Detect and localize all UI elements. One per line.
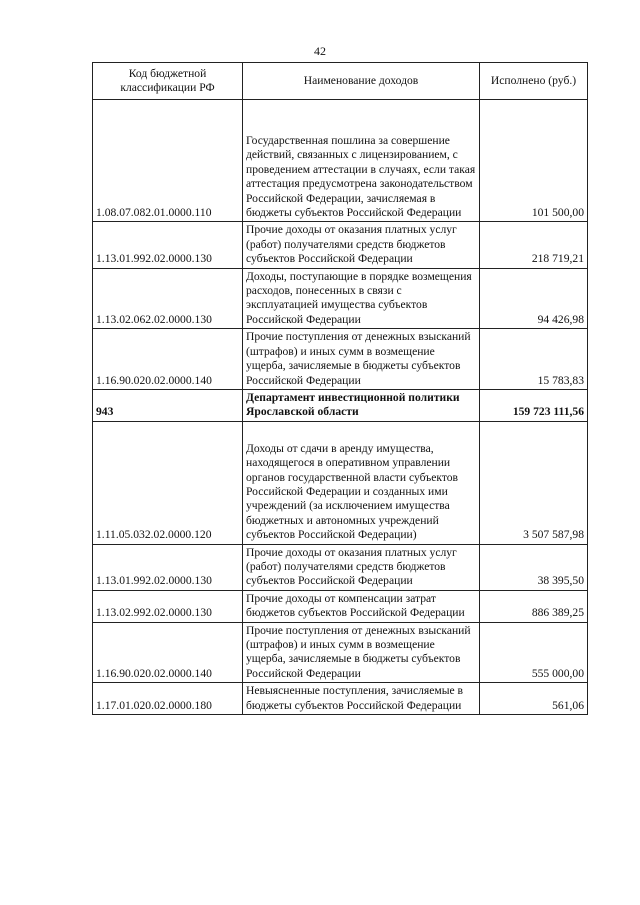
department-code: 943 xyxy=(93,389,243,421)
table-row xyxy=(93,590,588,622)
table-row xyxy=(93,268,588,329)
table-header-row xyxy=(93,63,588,100)
row-name: Прочие поступления от денежных взысканий (штрафов) и иных сумм в возмещение ущерба, зачисляемые в бюджеты субъектов Российской Федерации xyxy=(243,329,480,390)
row-amount: 38 395,50 xyxy=(480,544,588,590)
row-code: 1.17.01.020.02.0000.180 xyxy=(93,683,243,715)
table-row xyxy=(93,421,588,544)
row-amount: 15 783,83 xyxy=(480,329,588,390)
row-name: Прочие доходы от компенсации затрат бюджетов субъектов Российской Федерации xyxy=(243,590,480,622)
row-code: 1.11.05.032.02.0000.120 xyxy=(93,421,243,544)
table-row xyxy=(93,622,588,683)
row-name: Доходы, поступающие в порядке возмещения расходов, понесенных в связи с эксплуатацией имущества субъектов Российской Федерации xyxy=(243,268,480,329)
row-name: Доходы от сдачи в аренду имущества, находящегося в оперативном управлении органов государственной власти субъектов Российской Федерации и созданных ими учреждений (за исключением имущества бюджетных и автономных учреждений субъектов Российской Федерации) xyxy=(243,421,480,544)
row-code: 1.13.02.062.02.0000.130 xyxy=(93,268,243,329)
row-name: Государственная пошлина за совершение действий, связанных с лицензированием, с проведением аттестации в случаях, если такая аттестация предусмотрена законодательством Российской Федерации, зачисляемая в бюджеты субъектов Российской Федерации xyxy=(243,100,480,222)
department-amount: 159 723 111,56 xyxy=(480,389,588,421)
department-name: Департамент инвестиционной политики Ярославской области xyxy=(243,389,480,421)
table-row xyxy=(93,222,588,268)
row-code: 1.13.01.992.02.0000.130 xyxy=(93,544,243,590)
row-code: 1.13.01.992.02.0000.130 xyxy=(93,222,243,268)
row-name: Прочие поступления от денежных взысканий (штрафов) и иных сумм в возмещение ущерба, зачисляемые в бюджеты субъектов Российской Федерации xyxy=(243,622,480,683)
row-amount: 561,06 xyxy=(480,683,588,715)
header-code: Код бюджетной классификации РФ xyxy=(93,63,243,100)
row-code: 1.08.07.082.01.0000.110 xyxy=(93,100,243,222)
row-amount: 886 389,25 xyxy=(480,590,588,622)
row-name: Невыясненные поступления, зачисляемые в бюджеты субъектов Российской Федерации xyxy=(243,683,480,715)
header-amount: Исполнено (руб.) xyxy=(480,63,588,100)
table-row xyxy=(93,100,588,222)
row-name: Прочие доходы от оказания платных услуг (работ) получателями средств бюджетов субъектов Российской Федерации xyxy=(243,222,480,268)
row-amount: 94 426,98 xyxy=(480,268,588,329)
row-amount: 218 719,21 xyxy=(480,222,588,268)
revenue-table xyxy=(92,62,588,715)
page-number: 42 xyxy=(314,44,326,58)
table-row xyxy=(93,329,588,390)
header-name: Наименование доходов xyxy=(243,63,480,100)
row-name: Прочие доходы от оказания платных услуг (работ) получателями средств бюджетов субъектов Российской Федерации xyxy=(243,544,480,590)
row-amount: 101 500,00 xyxy=(480,100,588,222)
table-row xyxy=(93,683,588,715)
row-amount: 555 000,00 xyxy=(480,622,588,683)
department-row xyxy=(93,389,588,421)
table-row xyxy=(93,544,588,590)
row-code: 1.16.90.020.02.0000.140 xyxy=(93,329,243,390)
row-code: 1.16.90.020.02.0000.140 xyxy=(93,622,243,683)
row-code: 1.13.02.992.02.0000.130 xyxy=(93,590,243,622)
row-amount: 3 507 587,98 xyxy=(480,421,588,544)
